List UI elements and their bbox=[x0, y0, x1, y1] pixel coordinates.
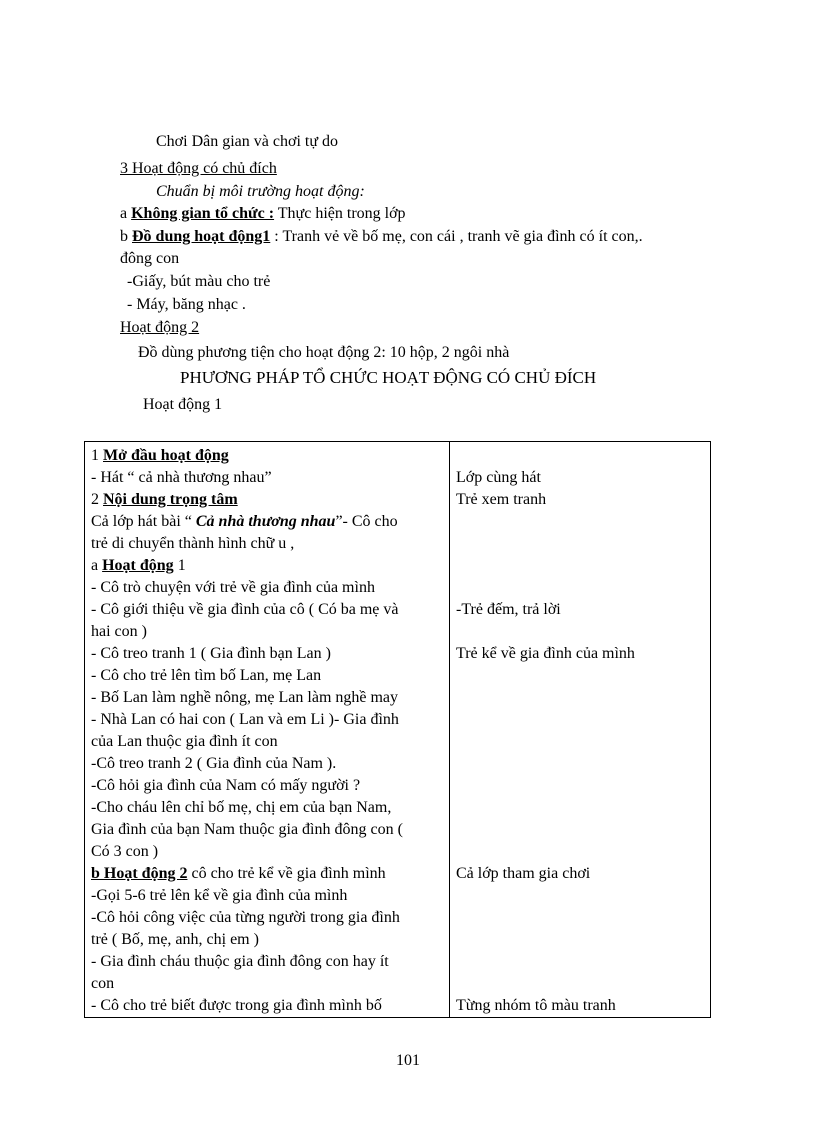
table-line bbox=[456, 907, 705, 929]
page-number: 101 bbox=[396, 1052, 420, 1069]
table-line: - Cô treo tranh 1 ( Gia đình bạn Lan ) bbox=[91, 645, 331, 662]
table-line bbox=[456, 577, 705, 599]
space-prefix: a bbox=[120, 205, 132, 222]
table-line bbox=[91, 445, 444, 467]
table-line: trẻ ( Bố, mẹ, anh, chị em ) bbox=[91, 931, 259, 948]
table-line bbox=[456, 709, 705, 731]
table-line: Có 3 con ) bbox=[91, 843, 159, 860]
table-line: hai con ) bbox=[91, 623, 147, 640]
table-line bbox=[456, 687, 705, 709]
table-line: của Lan thuộc gia đình ít con bbox=[91, 733, 278, 750]
space-line bbox=[120, 203, 406, 225]
table-line bbox=[456, 775, 705, 797]
table-line: - Gia đình cháu thuộc gia đình đông con hay ít bbox=[91, 953, 389, 970]
table-line bbox=[456, 511, 705, 533]
table-line: - Cô cho trẻ lên tìm bố Lan, mẹ Lan bbox=[91, 667, 322, 684]
table-line: - Bố Lan làm nghề nông, mẹ Lan làm nghề may bbox=[91, 689, 399, 706]
table-line: -Cô hỏi gia đình của Nam có mấy người ? bbox=[91, 777, 361, 794]
table-line bbox=[91, 511, 444, 533]
table-line: - Nhà Lan có hai con ( Lan và em Li )- Gia đình bbox=[91, 711, 399, 728]
table-line bbox=[456, 819, 705, 841]
line-text: ”- Cô cho bbox=[335, 513, 398, 530]
table-line bbox=[91, 863, 444, 885]
line-text: cô cho trẻ kể về gia đình mình bbox=[187, 865, 386, 882]
table-line: - Cô trò chuyện với trẻ về gia đình của mình bbox=[91, 579, 375, 596]
space-text: Thực hiện trong lớp bbox=[274, 205, 406, 222]
table-line: - Hát “ cả nhà thương nhau” bbox=[91, 469, 272, 486]
activity2-tools: Đồ dùng phương tiện cho hoạt động 2: 10 hộp, 2 ngôi nhà bbox=[138, 344, 510, 361]
method-heading: PHƯƠNG PHÁP TỔ CHỨC HOẠT ĐỘNG CÓ CHỦ ĐÍCH bbox=[180, 368, 597, 387]
table-line bbox=[456, 929, 705, 951]
table-line bbox=[91, 555, 444, 577]
activity1-heading: Hoạt động bbox=[102, 557, 174, 574]
line-text: 1 bbox=[173, 557, 186, 574]
item-paper: -Giấy, bút màu cho trẻ bbox=[127, 273, 271, 290]
table-line: Từng nhóm tô màu tranh bbox=[456, 997, 616, 1014]
table-line bbox=[456, 797, 705, 819]
song-title: Cả nhà thương nhau bbox=[195, 513, 336, 530]
tools-line bbox=[120, 226, 643, 248]
activity2-heading: b Hoạt động 2 bbox=[91, 865, 188, 882]
table-line: -Cô treo tranh 2 ( Gia đình của Nam ). bbox=[91, 755, 337, 772]
table-line: Gia đình của bạn Nam thuộc gia đình đông con ( bbox=[91, 821, 403, 838]
table-line bbox=[456, 555, 705, 577]
tools-prefix: b bbox=[120, 228, 132, 245]
table-line bbox=[456, 885, 705, 907]
lesson-plan-table bbox=[84, 441, 711, 1018]
activity1-title: Hoạt động 1 bbox=[143, 396, 223, 413]
line-prefix: a bbox=[91, 557, 103, 574]
table-line bbox=[456, 973, 705, 995]
table-line bbox=[456, 621, 705, 643]
table-line bbox=[456, 665, 705, 687]
tools-continuation: đông con bbox=[120, 250, 180, 267]
prep-title: Chuẩn bị môi trường hoạt động: bbox=[156, 183, 365, 200]
table-line: -Cho cháu lên chỉ bố mẹ, chị em của bạn Nam, bbox=[91, 799, 392, 816]
space-label: Không gian tổ chức : bbox=[131, 205, 275, 222]
teacher-activities-cell bbox=[85, 442, 450, 1018]
opening-heading: Mở đầu hoạt động bbox=[103, 447, 229, 464]
table-line bbox=[456, 841, 705, 863]
table-line bbox=[456, 951, 705, 973]
table-line: Cả lớp tham gia chơi bbox=[456, 865, 591, 882]
section3-title: 3 Hoạt động có chủ đích bbox=[120, 160, 277, 177]
table-line bbox=[456, 533, 705, 555]
core-content-heading: Nội dung trọng tâm bbox=[103, 491, 238, 508]
table-line: -Cô hỏi công việc của từng người trong gia đình bbox=[91, 909, 400, 926]
table-line: -Gọi 5-6 trẻ lên kể về gia đình của mình bbox=[91, 887, 348, 904]
child-activities-cell bbox=[450, 442, 711, 1018]
tools-label: Đồ dung hoạt động1 bbox=[132, 228, 271, 245]
table-line bbox=[456, 731, 705, 753]
line-prefix: 1 bbox=[91, 447, 103, 464]
table-line bbox=[456, 753, 705, 775]
activity2-title: Hoạt động 2 bbox=[120, 319, 200, 336]
table-line: Lớp cùng hát bbox=[456, 469, 541, 486]
table-line: trẻ di chuyển thành hình chữ u , bbox=[91, 535, 295, 552]
table-line: - Cô cho trẻ biết được trong gia đình mình bố bbox=[91, 997, 382, 1014]
table-row bbox=[85, 442, 711, 1018]
table-line bbox=[456, 445, 705, 467]
table-line: Trẻ kể về gia đình của mình bbox=[456, 645, 635, 662]
item-player: - Máy, băng nhạc . bbox=[127, 296, 246, 313]
table-line: Trẻ xem tranh bbox=[456, 491, 547, 508]
tools-text: : Tranh vẻ về bố mẹ, con cái , tranh vẽ gia đình có ít con,. bbox=[270, 228, 643, 245]
play-line: Chơi Dân gian và chơi tự do bbox=[156, 133, 339, 150]
table-line: -Trẻ đếm, trả lời bbox=[456, 601, 561, 618]
table-line: con bbox=[91, 975, 115, 992]
line-text: Cả lớp hát bài “ bbox=[91, 513, 196, 530]
line-prefix: 2 bbox=[91, 491, 103, 508]
table-line: - Cô giới thiệu về gia đình của cô ( Có ba mẹ và bbox=[91, 601, 399, 618]
table-line bbox=[91, 489, 444, 511]
